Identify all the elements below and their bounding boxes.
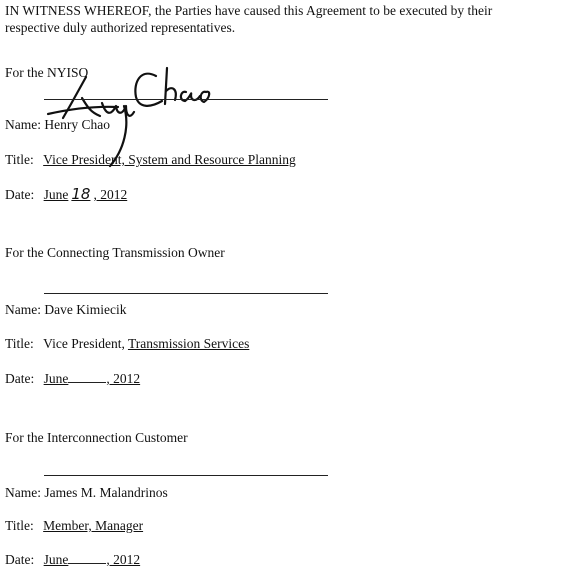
nyiso-name-value: Henry Chao xyxy=(44,117,110,132)
owner-date-row xyxy=(5,371,140,387)
customer-date-year: , 2012 xyxy=(106,552,141,567)
owner-title-underlined: Transmission Services xyxy=(127,336,250,351)
customer-title-label: Title: xyxy=(5,518,34,533)
customer-date-month: June xyxy=(43,552,69,567)
witness-clause-line-2: respective duly authorized representatives. xyxy=(5,20,236,35)
nyiso-date-row xyxy=(5,186,127,203)
nyiso-name-label: Name: xyxy=(5,117,41,132)
nyiso-date-label: Date: xyxy=(5,187,35,202)
owner-title-label: Title: xyxy=(5,336,34,351)
customer-date-row xyxy=(5,552,140,568)
owner-name-label: Name: xyxy=(5,302,41,317)
owner-date-day-blank xyxy=(68,371,106,383)
nyiso-signature-line xyxy=(44,99,328,100)
nyiso-title-label: Title: xyxy=(5,152,34,167)
customer-title-row xyxy=(5,518,143,534)
nyiso-name-row xyxy=(5,117,110,133)
nyiso-title-value: Vice President, System and Resource Planning xyxy=(43,152,296,167)
owner-title-plain: Vice President, xyxy=(43,336,128,351)
owner-date-month: June xyxy=(43,371,69,386)
nyiso-date-day: 18 xyxy=(71,185,91,203)
owner-date-label: Date: xyxy=(5,371,35,386)
customer-date-day-blank xyxy=(68,552,106,564)
owner-name-row xyxy=(5,302,126,318)
nyiso-date-year: , 2012 xyxy=(93,187,128,202)
nyiso-heading: For the NYISO xyxy=(5,65,89,80)
owner-signature-line xyxy=(44,293,328,294)
nyiso-date-month: June xyxy=(43,187,69,202)
nyiso-title-row xyxy=(5,152,296,168)
customer-title-value: Member, Manager xyxy=(43,518,144,533)
owner-name-value: Dave Kimiecik xyxy=(44,302,127,317)
owner-date-year: , 2012 xyxy=(106,371,141,386)
witness-clause-line-1: IN WITNESS WHEREOF, the Parties have caused this Agreement to be executed by their xyxy=(5,3,493,18)
customer-date-label: Date: xyxy=(5,552,35,567)
customer-heading: For the Interconnection Customer xyxy=(5,430,188,445)
customer-name-label: Name: xyxy=(5,485,41,500)
owner-heading: For the Connecting Transmission Owner xyxy=(5,245,225,260)
customer-name-row xyxy=(5,485,168,501)
customer-name-value: James M. Malandrinos xyxy=(44,485,168,500)
customer-signature-line xyxy=(44,475,328,476)
owner-title-row xyxy=(5,336,249,352)
